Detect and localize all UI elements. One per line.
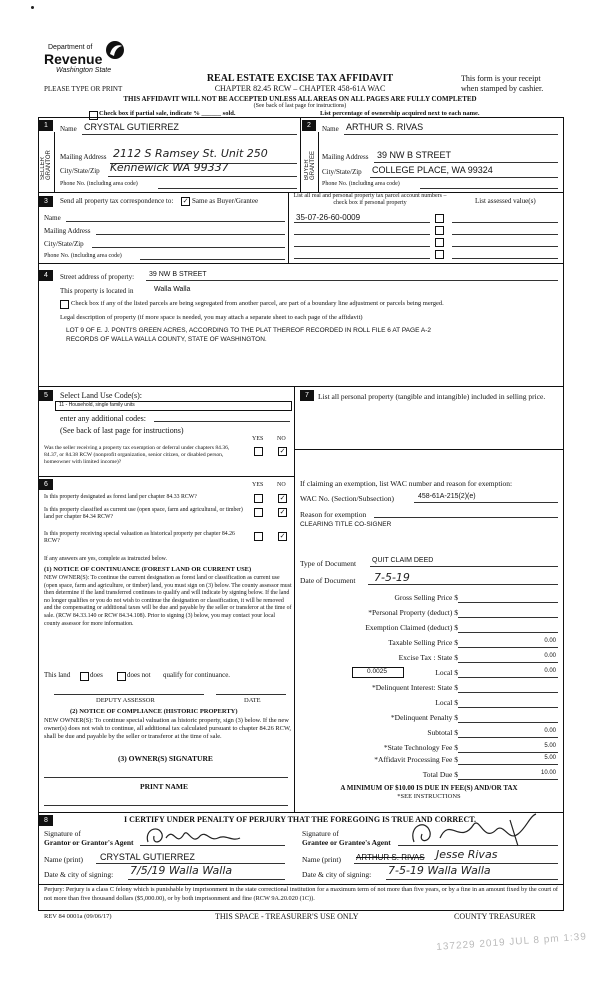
wac-label: WAC No. (Section/Subsection): [300, 494, 394, 503]
parcel-number-1[interactable]: 35-07-26-60-0009: [296, 213, 361, 222]
tax-row-penalty: *Delinquent Penalty $: [300, 712, 558, 724]
grantor-name-label: Name (print): [44, 855, 83, 864]
sec5-no-header: NO: [277, 436, 286, 442]
grantee-date-label: Date & city of signing:: [302, 870, 372, 879]
logo-dept: Department of: [48, 44, 93, 51]
grantee-name-label: Name (print): [302, 855, 341, 864]
section-7-badge: 7: [300, 390, 314, 401]
forest-no-checkbox[interactable]: ✓: [279, 494, 286, 502]
ownership-label: List percentage of ownership acquired next to each name.: [320, 110, 480, 117]
tax-calculation: [300, 592, 562, 779]
sec5-see-back: (See back of last page for instructions): [60, 426, 184, 435]
corr-phone-label: Phone No. (including area code): [44, 253, 122, 259]
logo-state: Washington State: [56, 67, 112, 74]
county-treasurer: COUNTY TREASURER: [454, 912, 536, 921]
dor-logo: [44, 38, 134, 80]
forest-yes-checkbox[interactable]: [254, 494, 263, 503]
personal-property-label: List all personal property (tangible and intangible) included in selling price.: [318, 392, 546, 401]
tax-row-gross: Gross Selling Price $: [300, 592, 558, 604]
notice-compliance-title: (2) NOTICE OF COMPLIANCE (HISTORIC PROPERTY): [70, 708, 238, 715]
current-use-question: Is this property classified as current use (open space, farm and agricultural, or timber) land per chapter 84.34 RCW?: [44, 507, 243, 520]
legal-line-2[interactable]: RECORDS OF WALLA WALLA COUNTY, STATE OF WASHINGTON.: [66, 336, 267, 343]
section-8-badge: 8: [39, 815, 53, 826]
land-use-value: 11 - Household, single family units: [59, 402, 135, 408]
land-does-checkbox[interactable]: [80, 672, 89, 681]
current-use-no-checkbox[interactable]: ✓: [279, 508, 286, 516]
parcel-1-personal-checkbox[interactable]: [435, 214, 444, 223]
grantor-date-city[interactable]: 7/5/19 Walla Walla: [130, 864, 233, 877]
seller-name-label: Name: [60, 125, 77, 133]
buyer-city-label: City/State/Zip: [322, 168, 362, 176]
buyer-name[interactable]: ARTHUR S. RIVAS: [346, 122, 424, 132]
logo-swirl-icon: [104, 38, 126, 62]
notice-compliance-body: NEW OWNER(S): To continue special valuation as historic property, sign (3) below. If the new owner(s) does not wish to continue, all additional tax calculated pursuant to chapter 84.26 RCW, shall be due and payable by the seller or transferor at the time of sale.: [44, 717, 291, 740]
tax-row-personal: *Personal Property (deduct) $: [300, 607, 558, 619]
legal-label: Legal description of property (if more space is needed, you may attach a separate sheet to each page of the affidavit): [60, 314, 363, 321]
current-use-yes-checkbox[interactable]: [254, 508, 263, 517]
send-correspondence-label: Send all property tax correspondence to:: [60, 197, 174, 205]
section-4-badge: 4: [39, 270, 53, 281]
segregated-checkbox[interactable]: [60, 300, 69, 309]
form-title: REAL ESTATE EXCISE TAX AFFIDAVIT: [206, 73, 394, 84]
tax-row-delinquent-local: Local $: [300, 697, 558, 709]
seller-name[interactable]: CRYSTAL GUTIERREZ: [84, 122, 179, 132]
wac-value[interactable]: 458-61A-215(2)(e): [418, 493, 476, 500]
doc-type-value[interactable]: QUIT CLAIM DEED: [372, 557, 434, 564]
see-back: (See back of last page for instructions): [253, 103, 347, 109]
certify-statement: I CERTIFY UNDER PENALTY OF PERJURY THAT THE FOREGOING IS TRUE AND CORRECT.: [123, 815, 476, 824]
grantee-sig-label-2: Grantee or Grantee's Agent: [302, 838, 391, 847]
scan-speck: [31, 6, 34, 9]
receipt-line-2: when stamped by cashier.: [461, 84, 544, 93]
grantor-signature[interactable]: [140, 820, 260, 852]
exempt-no-checkbox[interactable]: ✓: [279, 447, 286, 455]
receipt-stamp: 137229 2019 JUL 8 pm 1:39: [436, 931, 588, 953]
print-name-label: PRINT NAME: [140, 782, 188, 791]
buyer-side-label: BUYER GRANTEE: [304, 150, 316, 180]
deputy-assessor-label: DEPUTY ASSESSOR: [96, 697, 155, 704]
accept-warning: THIS AFFIDAVIT WILL NOT BE ACCEPTED UNLESS ALL AREAS ON ALL PAGES ARE FULLY COMPLETED: [123, 95, 477, 103]
seller-city-label: City/State/Zip: [60, 167, 100, 175]
buyer-mail[interactable]: 39 NW B STREET: [377, 150, 452, 160]
tax-row-subtotal: Subtotal $ 0.00: [427, 728, 556, 737]
section-2-badge: 2: [302, 120, 316, 131]
seller-phone-label: Phone No. (including area code): [60, 181, 138, 187]
see-instructions: *SEE INSTRUCTIONS: [397, 793, 461, 800]
grantee-print-name-hand[interactable]: Jesse Rivas: [436, 848, 498, 861]
section-5-badge: 5: [39, 390, 53, 401]
same-as-buyer-checkbox[interactable]: ✓: [182, 197, 189, 205]
doc-date-label: Date of Document: [300, 576, 356, 585]
sec6-no-header: NO: [277, 482, 286, 488]
grantee-date-city[interactable]: 7-5-19 Walla Walla: [388, 864, 491, 877]
local-rate: 0.0025: [367, 668, 387, 675]
receipt-line-1: This form is your receipt: [461, 74, 541, 83]
same-as-buyer-label: Same as Buyer/Grantee: [192, 197, 259, 205]
land-does-not-checkbox[interactable]: [117, 672, 126, 681]
minimum-due: A MINIMUM OF $10.00 IS DUE IN FEE(S) AND/OR TAX: [340, 784, 518, 792]
parcel-4-personal-checkbox[interactable]: [435, 250, 444, 259]
tax-row-tech-fee: *State Technology Fee $ 5.00: [383, 743, 556, 752]
grantee-sig-label-1: Signature of: [302, 829, 339, 838]
exemption-question: Was the seller receiving a property tax exemption or deferral under chapters 84.36, 84.37, or 84.38 RCW (nonprofit organization, senior citizen, or disabled person, homeowner with limited income)?: [44, 445, 230, 465]
doc-date-value[interactable]: 7-5-19: [374, 571, 410, 584]
exempt-yes-checkbox[interactable]: [254, 447, 263, 456]
historic-yes-checkbox[interactable]: [254, 532, 263, 541]
grantor-sig-label-2: Grantor or Grantor's Agent: [44, 838, 134, 847]
corr-mail-label: Mailing Address: [44, 227, 91, 235]
located-city[interactable]: Walla Walla: [154, 286, 191, 293]
land-does-label: does: [90, 671, 103, 679]
tax-row-taxable: Taxable Selling Price $ 0.00: [388, 638, 556, 647]
parcel-header: List all real and personal property tax parcel account numbers – check box if personal property: [293, 193, 447, 206]
partial-sale-label: Check box if partial sale, indicate % ______ sold.: [99, 110, 236, 117]
grantor-sig-label-1: Signature of: [44, 829, 81, 838]
assessor-date-label: DATE: [244, 697, 261, 704]
reason-label: Reason for exemption: [300, 510, 367, 519]
exemption-heading: If claiming an exemption, list WAC number and reason for exemption:: [300, 479, 513, 488]
buyer-phone-label: Phone No. (including area code): [322, 181, 400, 187]
seller-side-label: SELLER GRANTOR: [40, 150, 52, 180]
tax-row-state: Excise Tax : State $ 0.00: [398, 653, 556, 662]
tax-row-local: 0.0025 Local $ 0.00: [300, 667, 558, 679]
qualify-label: qualify for continuance.: [163, 671, 231, 679]
tax-row-processing-fee: *Affidavit Processing Fee $ 5.00: [374, 755, 556, 764]
tax-row-exemption: Exemption Claimed (deduct) $: [300, 622, 558, 634]
logo-name: Revenue: [44, 51, 103, 67]
land-does-not-label: does not: [127, 671, 151, 679]
street-address[interactable]: 39 NW B STREET: [149, 271, 207, 278]
corr-city-label: City/State/Zip: [44, 240, 84, 248]
buyer-city[interactable]: COLLEGE PLACE, WA 99324: [372, 165, 493, 175]
section-3-badge: 3: [39, 196, 53, 207]
corr-name-label: Name: [44, 214, 61, 222]
section-6-badge: 6: [39, 479, 53, 490]
located-label: This property is located in: [60, 287, 134, 295]
land-use-label: Select Land Use Code(s):: [60, 391, 142, 400]
seller-city[interactable]: Kennewick WA 99337: [110, 161, 229, 174]
forest-question: Is this property designated as forest land per chapter 84.33 RCW?: [44, 494, 197, 500]
grantor-date-label: Date & city of signing:: [44, 870, 114, 879]
form-rev: REV 84 0001a (09/06/17): [44, 913, 112, 920]
notice-continuance-body: NEW OWNER(S): To continue the current designation as forest land or classification as current use (open space, farm and agriculture, or timber) land, you must sign on (3) below. The county assessor must then determine if the land transferred continues to qualify and will indicate by signing below. If the land no longer qualifies or you do not wish to continue the designation or classification, it will be removed and the compensating or additional taxes will be due and payable by the seller or transferor at the time of sale. (RCW 84.33.140 or RCW 84.34.108). Prior to signing (3) below, you may contact your local county assessor for more information.: [44, 575, 292, 627]
treasurer-space: THIS SPACE - TREASURER'S USE ONLY: [215, 912, 359, 921]
street-label: Street address of property:: [60, 273, 135, 281]
this-land-label: This land: [44, 671, 71, 679]
historic-question: Is this property receiving special valuation as historical property per chapter 84.26 RCW?: [44, 531, 235, 544]
segregated-label: Check box if any of the listed parcels are being segregated from another parcel, are part of a boundary line adjustment or parcels being merged.: [71, 300, 444, 307]
form-chapters: CHAPTER 82.45 RCW – CHAPTER 458-61A WAC: [214, 84, 386, 93]
if-yes-note: If any answers are yes, complete as instructed below.: [44, 556, 167, 562]
parcel-2-personal-checkbox[interactable]: [435, 226, 444, 235]
seller-mail-label: Mailing Address: [60, 153, 107, 161]
notice-continuance-title: (1) NOTICE OF CONTINUANCE (FOREST LAND OR CURRENT USE): [44, 566, 252, 573]
doc-type-label: Type of Document: [300, 559, 357, 568]
seller-mail[interactable]: 2112 S Ramsey St. Unit 250: [113, 147, 268, 160]
owner-signature-label: (3) OWNER(S) SIGNATURE: [118, 754, 213, 763]
buyer-name-label: Name: [322, 125, 339, 133]
grantee-print-name[interactable]: ARTHUR S. RIVAS: [356, 853, 425, 862]
reason-value[interactable]: CLEARING TITLE CO-SIGNER: [300, 521, 392, 528]
tax-row-total: Total Due $ 10.00: [422, 770, 556, 779]
sec6-yes-header: YES: [252, 482, 264, 488]
sec5-yes-header: YES: [252, 436, 264, 442]
please-type: PLEASE TYPE OR PRINT: [44, 85, 123, 93]
historic-no-checkbox[interactable]: ✓: [279, 532, 286, 540]
legal-line-1[interactable]: LOT 9 OF E. J. PONTI'S GREEN ACRES, ACCORDING TO THE PLAT THEREOF RECORDED IN ROLL FILE 6 AT PAGE A-2: [66, 327, 431, 334]
grantor-print-name[interactable]: CRYSTAL GUTIERREZ: [100, 852, 195, 862]
parcel-3-personal-checkbox[interactable]: [435, 238, 444, 247]
assessed-header: List assessed value(s): [475, 197, 536, 205]
tax-row-delinquent-state: *Delinquent Interest: State $: [300, 682, 558, 694]
buyer-mail-label: Mailing Address: [322, 153, 369, 161]
perjury-notice: Perjury: Perjury is a class C felony which is punishable by imprisonment in the state correctional institution for a maximum term of not more than five years, or by a fine in an amount fixed by the court of not more than five thousand dollars ($5,000.00), or by both imprisonment and fine (RCW 9A.20.020 (1C)).: [44, 886, 558, 902]
section-1-badge: 1: [39, 120, 53, 131]
additional-codes-label: enter any additional codes:: [60, 414, 146, 423]
